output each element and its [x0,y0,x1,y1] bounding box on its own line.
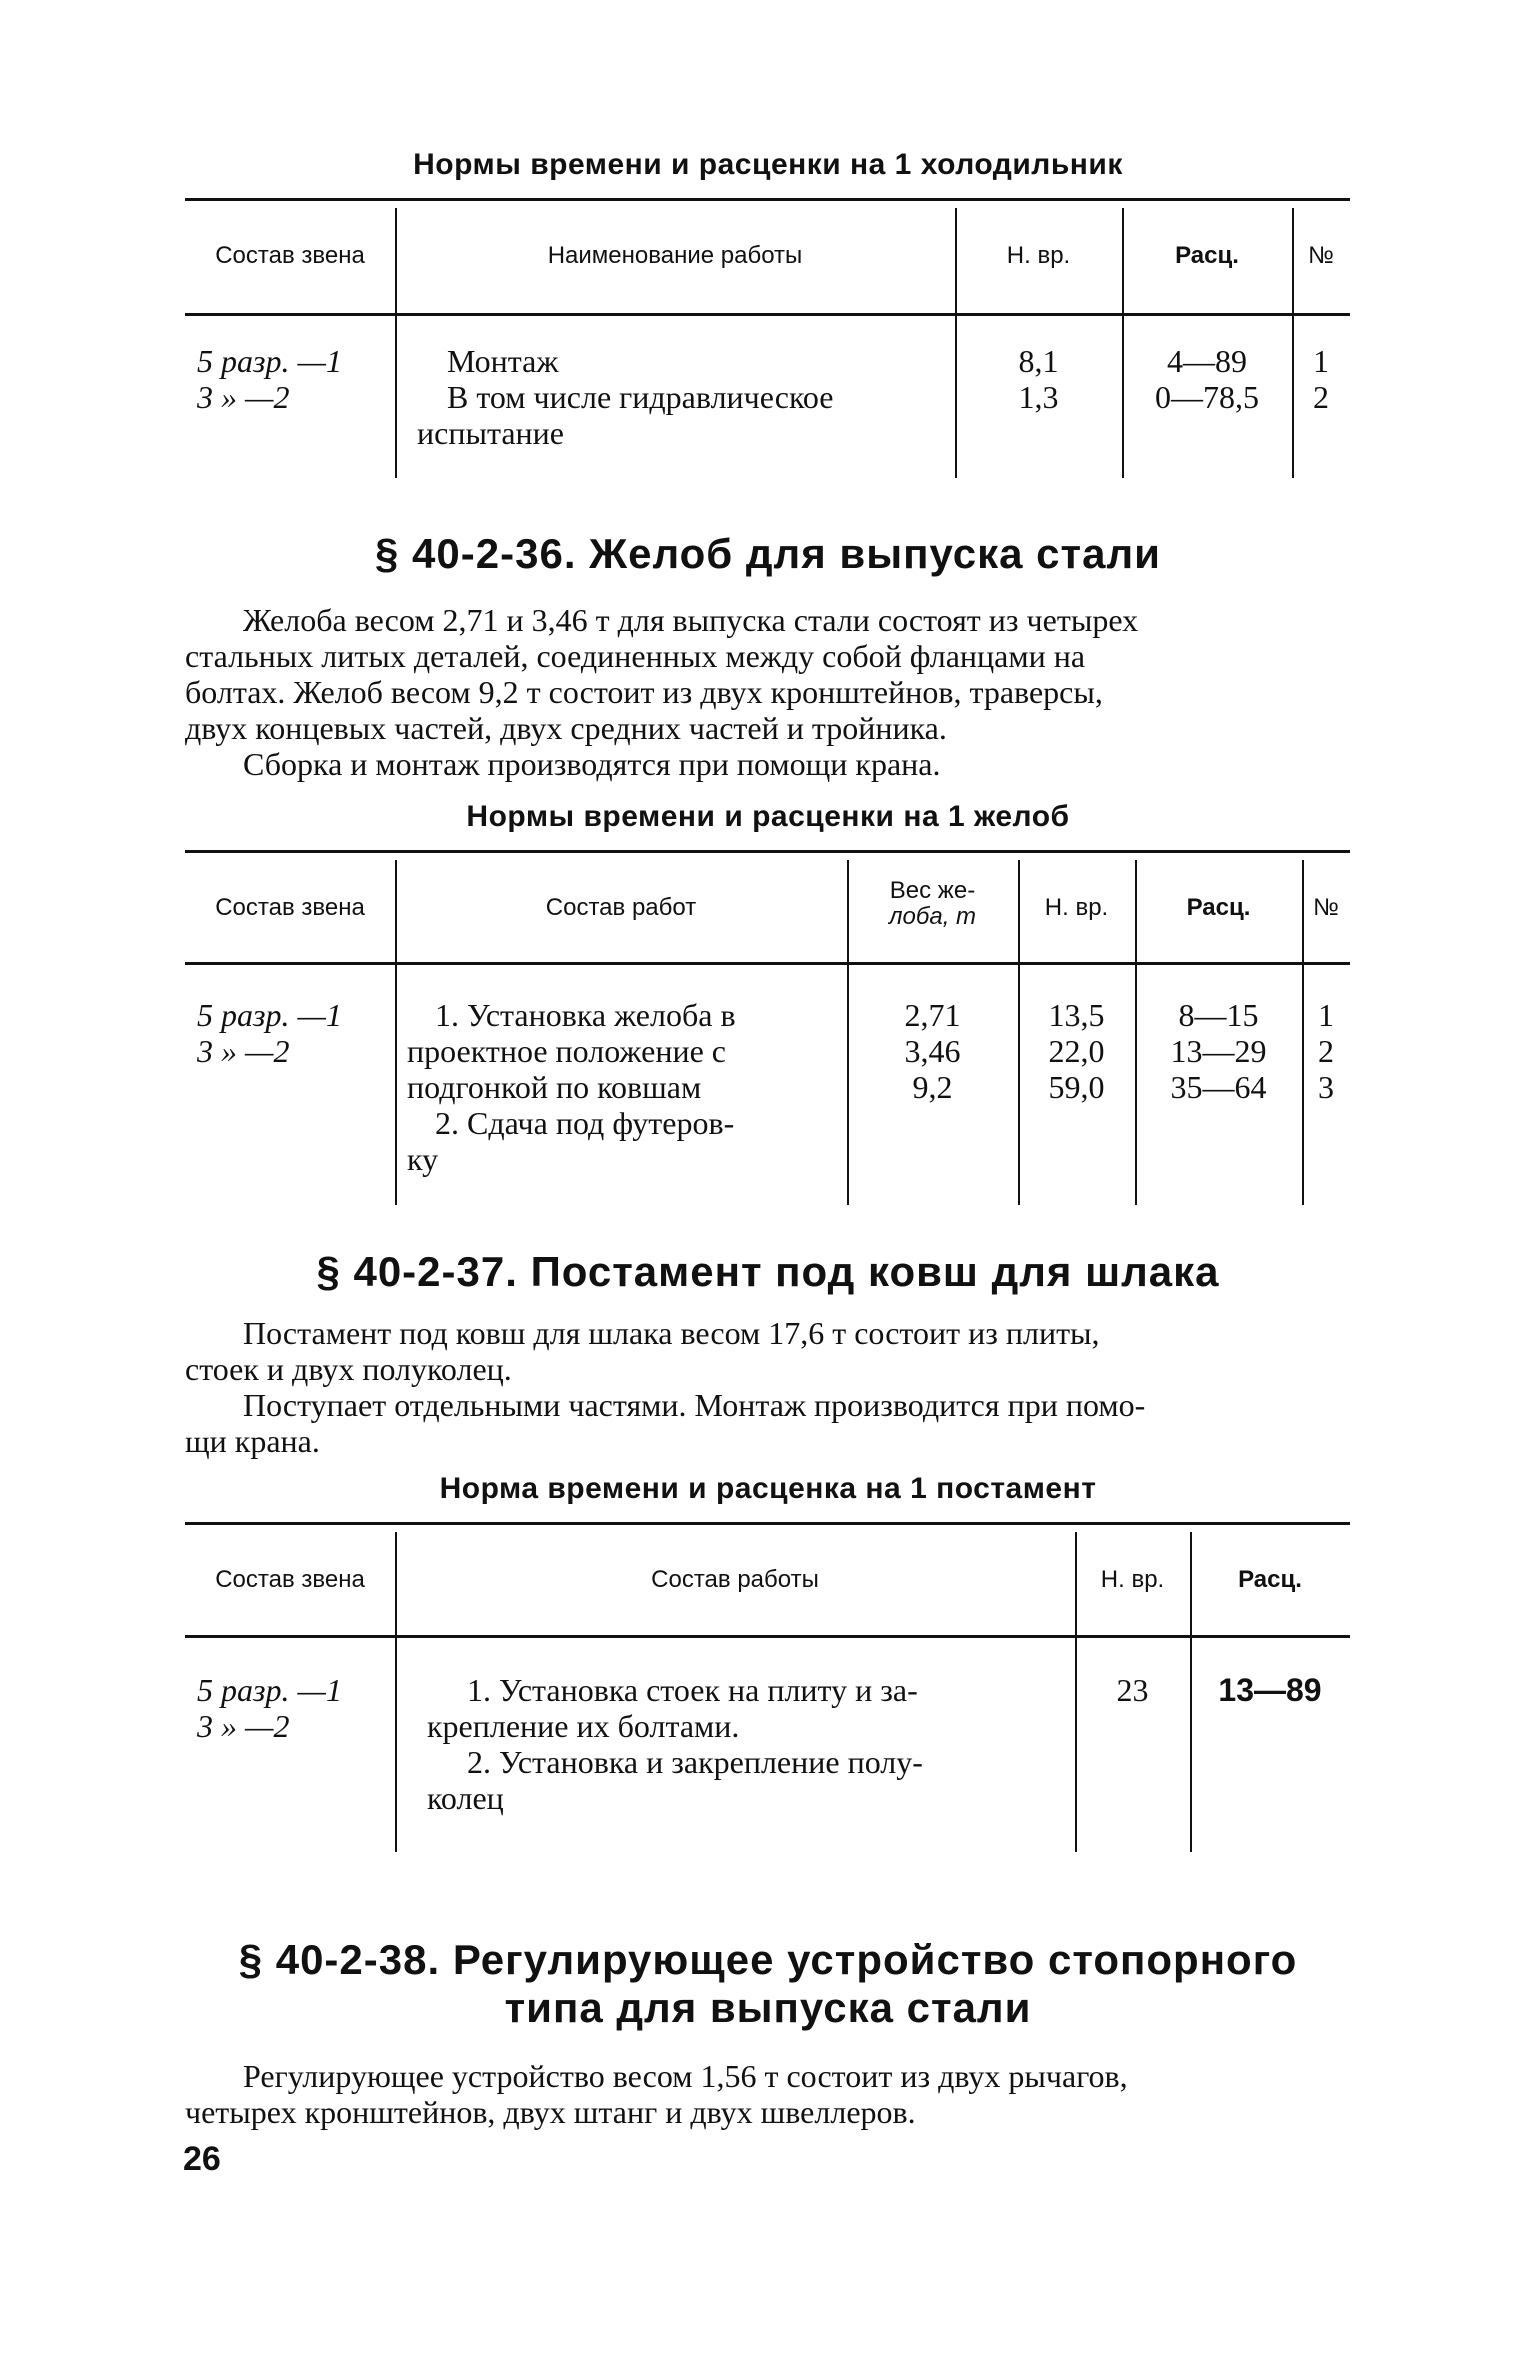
table3-caption: Норма времени и расценка на 1 постамент [439,1472,1097,1505]
table1-crew: 5 разр. —1 3 » —2 [197,343,342,415]
table2-crew: 5 разр. —1 3 » —2 [197,997,342,1069]
header-weight: Вес же- лоба, т [888,877,977,930]
table3 [185,1522,1350,1852]
table1-number: 1 2 [1313,343,1329,415]
header-norm-time: Н. вр. [1006,242,1071,269]
table2-number: 1 2 3 [1318,997,1334,1105]
table2-norm-time: 13,5 22,0 59,0 [1048,997,1105,1105]
table1-caption: Нормы времени и расценки на 1 холодильник [413,148,1123,181]
table1-header-rule [185,313,1350,316]
table2-caption: Нормы времени и расценки на 1 желоб [466,800,1070,833]
page-number: 26 [183,2140,221,2178]
header-work: Состав работы [651,1566,819,1593]
section-38-paragraph: Регулирующее устройство весом 1,56 т состоит из двух рычагов, четырех кронштейнов, двух штанг и двух швеллеров. [185,2058,1128,2130]
header-rate: Расц. [1238,1566,1302,1593]
header-rate: Расц. [1175,242,1239,269]
table3-norm-time: 23 [1116,1672,1149,1708]
table3-crew: 5 разр. —1 3 » —2 [197,1672,342,1744]
header-norm-time: Н. вр. [1100,1566,1165,1593]
section-38-heading: § 40-2-38. Регулирующее устройство стопорного типа для выпуска стали [238,1936,1298,2031]
table3-work: 1. Установка стоек на плиту и за- крепление их болтами. 2. Установка и закрепление полу- колец [427,1672,923,1816]
header-crew: Состав звена [215,242,365,269]
section-37-paragraph: Постамент под ковш для шлака весом 17,6 т состоит из плиты, стоек и двух полуколец. Поступает отдельными частями. Монтаж производится при помо- щи крана. [185,1315,1146,1459]
header-work-name: Наименование работы [547,242,803,269]
header-crew: Состав звена [215,894,365,921]
header-work: Состав работ [545,894,697,921]
table3-rate: 13—89 [1218,1672,1322,1708]
table1-norm-time: 8,1 1,3 [1018,343,1059,415]
section-37-heading: § 40-2-37. Постамент под ковш для шлака [316,1248,1220,1295]
table2-weight: 2,71 3,46 9,2 [904,997,961,1105]
header-rate: Расц. [1186,894,1251,921]
section-36-heading: § 40-2-36. Желоб для выпуска стали [375,530,1161,577]
table2 [185,850,1350,1205]
header-number: № [1313,894,1339,921]
table1 [185,198,1350,478]
header-crew: Состав звена [215,1566,365,1593]
table1-top-rule [185,198,1350,201]
table2-rate: 8—15 13—29 35—64 [1170,997,1267,1105]
section-36-paragraph: Желоба весом 2,71 и 3,46 т для выпуска стали состоят из четырех стальных литых деталей, соединенных между собой фланцами на болтах. Желоб весом 9,2 т состоит из двух кронштейнов, траверсы, двух концевых частей, двух средних частей и тройника. Сборка и монтаж производятся при помощи крана. [185,602,1139,782]
table1-work: Монтаж В том числе гидравлическое испытание [417,343,834,451]
header-number: № [1308,242,1334,269]
header-norm-time: Н. вр. [1044,894,1109,921]
table2-work: 1. Установка желоба в проектное положение с подгонкой по ковшам 2. Сдача под футеров- ку [407,997,736,1177]
table1-rate: 4—89 0—78,5 [1155,343,1259,415]
